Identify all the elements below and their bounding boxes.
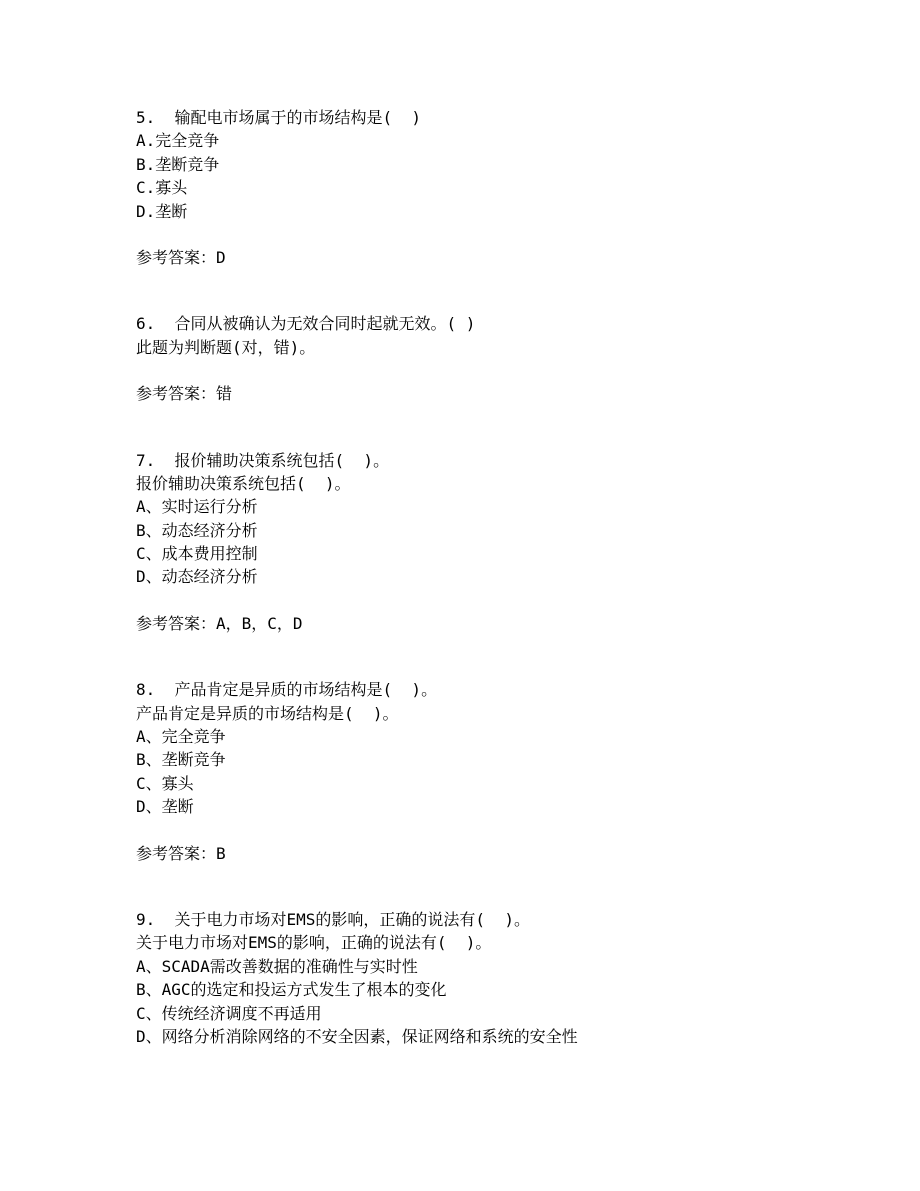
option-d: D、垄断	[136, 797, 194, 817]
answer-line: 参考答案：B	[136, 843, 226, 863]
option-a: A.完全竞争	[136, 131, 220, 151]
option-b: B、垄断竞争	[136, 750, 226, 770]
question-stem: 报价辅助决策系统包括( )。	[136, 473, 351, 493]
option-c: C.寡头	[136, 178, 188, 198]
question-title: 6. 合同从被确认为无效合同时起就无效。( )	[136, 314, 476, 334]
question-title: 5. 输配电市场属于的市场结构是( )	[136, 108, 422, 127]
answer-line: 参考答案：错	[136, 384, 233, 404]
question-title: 7. 报价辅助决策系统包括( )。	[136, 450, 390, 470]
option-d: D、动态经济分析	[136, 567, 258, 587]
question-stem: 产品肯定是异质的市场结构是( )。	[136, 703, 399, 723]
option-d: D.垄断	[136, 201, 188, 221]
answer-line: 参考答案：A，B，C，D	[136, 613, 303, 633]
option-b: B、动态经济分析	[136, 520, 258, 540]
question-5	[136, 106, 896, 269]
option-c: C、寡头	[136, 773, 194, 793]
question-title: 8. 产品肯定是异质的市场结构是( )。	[136, 680, 438, 700]
question-stem: 此题为判断题(对，错)。	[136, 337, 316, 357]
spacer	[136, 269, 896, 312]
spacer	[136, 635, 896, 678]
option-c: C、传统经济调度不再适用	[136, 1003, 322, 1023]
question-8	[136, 678, 896, 865]
document-page	[136, 106, 896, 1048]
option-b: B、AGC的选定和投运方式发生了根本的变化	[136, 980, 447, 1000]
question-7	[136, 449, 896, 636]
question-6	[136, 312, 896, 405]
answer-line: 参考答案：D	[136, 247, 226, 267]
question-title: 9. 关于电力市场对EMS的影响，正确的说法有( )。	[136, 909, 530, 929]
option-a: A、完全竞争	[136, 727, 226, 747]
option-a: A、SCADA需改善数据的准确性与实时性	[136, 956, 418, 976]
option-c: C、成本费用控制	[136, 544, 258, 564]
question-9	[136, 908, 896, 1048]
spacer	[136, 865, 896, 908]
spacer	[136, 406, 896, 449]
option-b: B.垄断竞争	[136, 154, 220, 174]
question-stem: 关于电力市场对EMS的影响，正确的说法有( )。	[136, 933, 492, 953]
option-d: D、网络分析消除网络的不安全因素，保证网络和系统的安全性	[136, 1026, 578, 1046]
option-a: A、实时运行分析	[136, 497, 258, 517]
